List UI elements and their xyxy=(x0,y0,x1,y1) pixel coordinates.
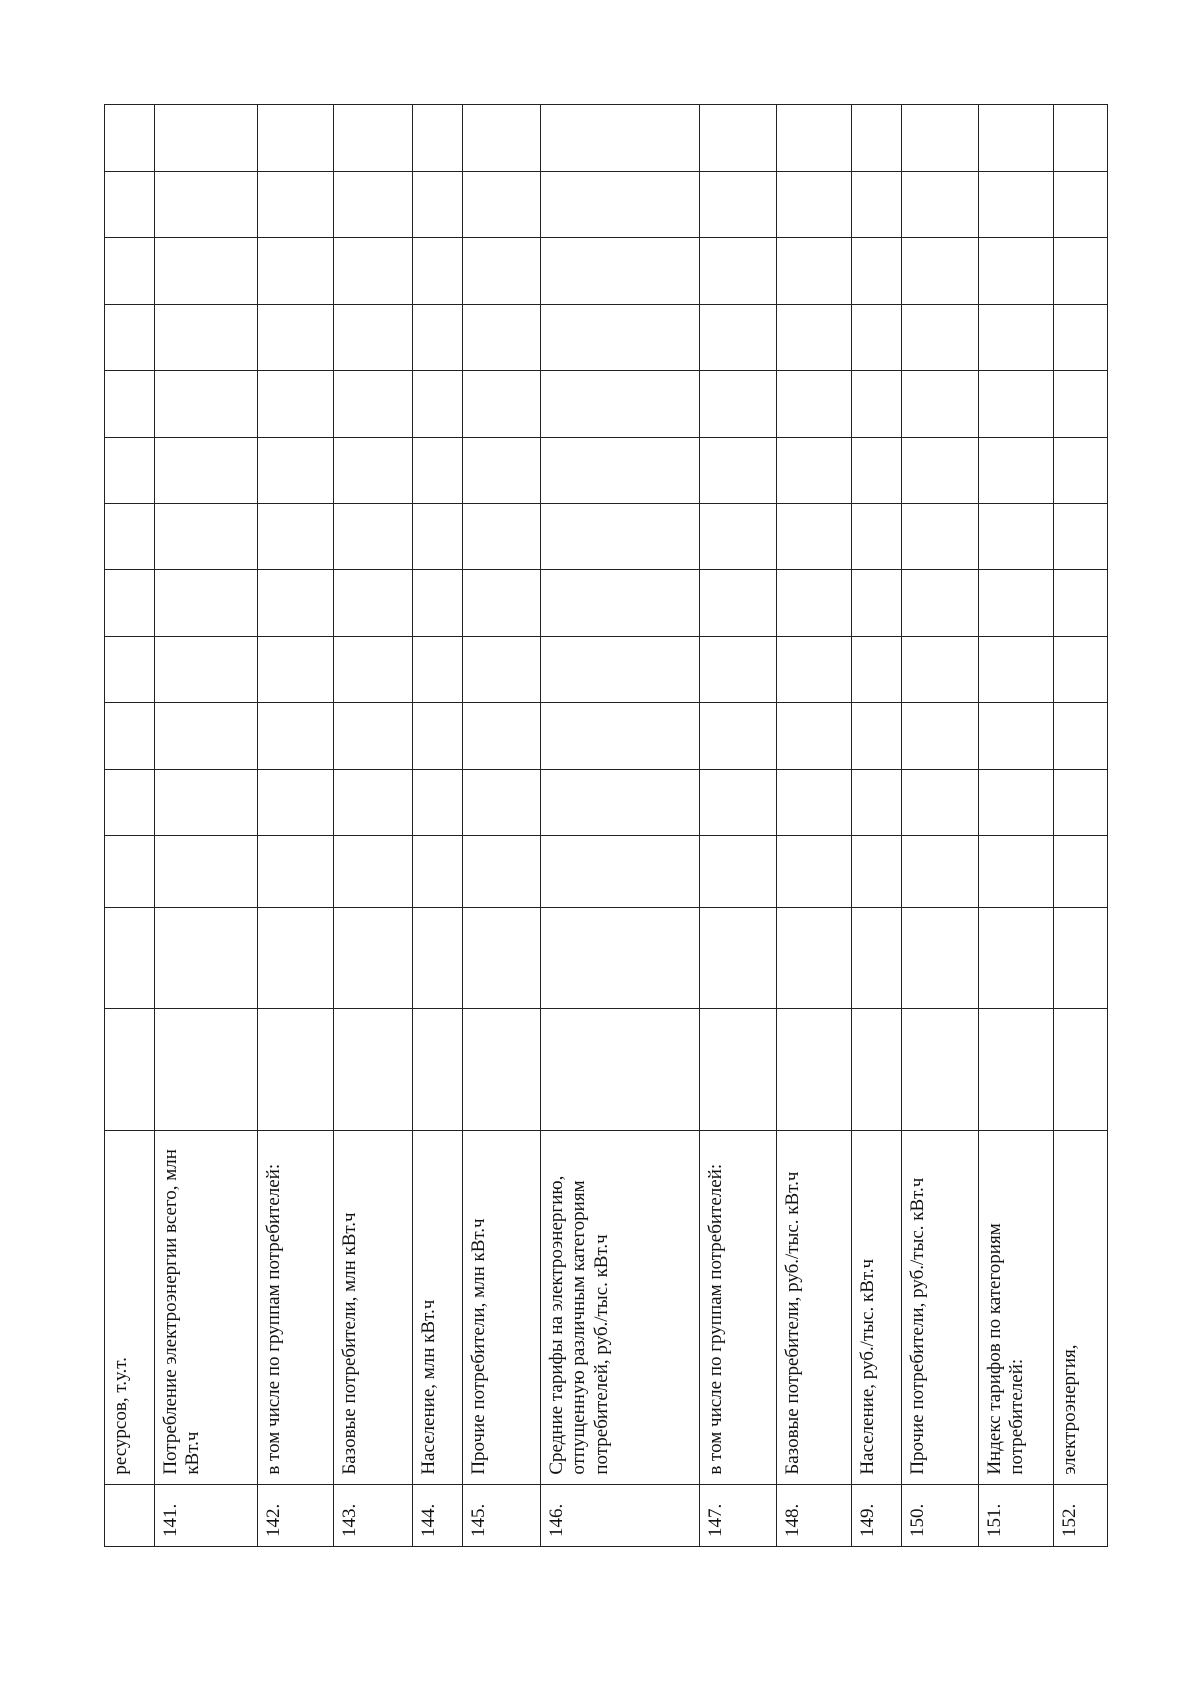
empty-cell xyxy=(463,371,540,437)
empty-cell xyxy=(851,636,902,702)
empty-cell xyxy=(154,437,257,503)
empty-cell xyxy=(1054,171,1108,237)
row-number: 147. xyxy=(700,1484,776,1546)
empty-cell xyxy=(412,908,463,1009)
table-row xyxy=(412,105,463,1547)
empty-cell xyxy=(851,504,902,570)
empty-cell xyxy=(851,371,902,437)
empty-cell xyxy=(902,636,978,702)
empty-cell xyxy=(154,636,257,702)
empty-cell xyxy=(412,371,463,437)
empty-cell xyxy=(776,504,851,570)
empty-cell xyxy=(700,105,776,172)
empty-cell xyxy=(776,238,851,304)
empty-cell xyxy=(463,1008,540,1131)
empty-cell xyxy=(1054,371,1108,437)
empty-cell xyxy=(334,636,413,702)
row-number xyxy=(105,1484,155,1546)
empty-cell xyxy=(700,769,776,835)
empty-cell xyxy=(105,371,155,437)
empty-cell xyxy=(334,504,413,570)
empty-cell xyxy=(412,238,463,304)
empty-cell xyxy=(412,105,463,172)
empty-cell xyxy=(154,570,257,636)
empty-cell xyxy=(851,836,902,908)
row-number: 151. xyxy=(978,1484,1053,1546)
empty-cell xyxy=(463,437,540,503)
empty-cell xyxy=(902,836,978,908)
row-label: Индекс тарифов по категориям потребителей: xyxy=(978,1131,1053,1484)
empty-cell xyxy=(700,636,776,702)
empty-cell xyxy=(851,304,902,370)
empty-cell xyxy=(105,836,155,908)
table-row xyxy=(1054,105,1108,1547)
empty-cell xyxy=(412,171,463,237)
row-label: Средние тарифы на электроэнергию, отпущенную различным категориям потребителей, руб./тыс. кВт.ч xyxy=(540,1131,699,1484)
empty-cell xyxy=(105,304,155,370)
empty-cell xyxy=(334,105,413,172)
empty-cell xyxy=(978,908,1053,1009)
empty-cell xyxy=(105,769,155,835)
empty-cell xyxy=(700,504,776,570)
empty-cell xyxy=(257,504,333,570)
empty-cell xyxy=(978,504,1053,570)
row-number: 148. xyxy=(776,1484,851,1546)
empty-cell xyxy=(334,703,413,769)
empty-cell xyxy=(154,371,257,437)
empty-cell xyxy=(700,304,776,370)
empty-cell xyxy=(154,908,257,1009)
table-row xyxy=(334,105,413,1547)
empty-cell xyxy=(257,703,333,769)
table-row xyxy=(902,105,978,1547)
empty-cell xyxy=(1054,1008,1108,1131)
empty-cell xyxy=(463,238,540,304)
empty-cell xyxy=(978,636,1053,702)
empty-cell xyxy=(776,304,851,370)
empty-cell xyxy=(105,570,155,636)
empty-cell xyxy=(105,238,155,304)
empty-cell xyxy=(334,836,413,908)
empty-cell xyxy=(154,238,257,304)
row-label: Базовые потребители, руб./тыс. кВт.ч xyxy=(776,1131,851,1484)
table-row xyxy=(776,105,851,1547)
empty-cell xyxy=(902,105,978,172)
empty-cell xyxy=(154,769,257,835)
empty-cell xyxy=(700,908,776,1009)
empty-cell xyxy=(902,1008,978,1131)
empty-cell xyxy=(463,636,540,702)
empty-cell xyxy=(978,171,1053,237)
empty-cell xyxy=(902,171,978,237)
empty-cell xyxy=(334,437,413,503)
table-row xyxy=(463,105,540,1547)
row-number: 152. xyxy=(1054,1484,1108,1546)
table-row xyxy=(154,105,257,1547)
empty-cell xyxy=(1054,437,1108,503)
row-number: 149. xyxy=(851,1484,902,1546)
empty-cell xyxy=(700,703,776,769)
empty-cell xyxy=(540,504,699,570)
empty-cell xyxy=(776,105,851,172)
empty-cell xyxy=(540,238,699,304)
empty-cell xyxy=(851,437,902,503)
empty-cell xyxy=(776,836,851,908)
empty-cell xyxy=(851,171,902,237)
row-number: 142. xyxy=(257,1484,333,1546)
empty-cell xyxy=(851,570,902,636)
empty-cell xyxy=(851,105,902,172)
empty-cell xyxy=(334,171,413,237)
row-label: Потребление электроэнергии всего, млн кВт.ч xyxy=(154,1131,257,1484)
empty-cell xyxy=(334,908,413,1009)
empty-cell xyxy=(1054,304,1108,370)
empty-cell xyxy=(540,371,699,437)
empty-cell xyxy=(257,171,333,237)
empty-cell xyxy=(700,836,776,908)
empty-cell xyxy=(540,769,699,835)
empty-cell xyxy=(776,371,851,437)
empty-cell xyxy=(257,304,333,370)
table-row xyxy=(700,105,776,1547)
row-label: электроэнергия, xyxy=(1054,1131,1108,1484)
empty-cell xyxy=(334,769,413,835)
empty-cell xyxy=(540,570,699,636)
empty-cell xyxy=(463,908,540,1009)
row-label: в том числе по группам потребителей: xyxy=(257,1131,333,1484)
empty-cell xyxy=(1054,105,1108,172)
table-row xyxy=(105,105,155,1547)
empty-cell xyxy=(902,570,978,636)
empty-cell xyxy=(334,1008,413,1131)
empty-cell xyxy=(978,1008,1053,1131)
empty-cell xyxy=(540,908,699,1009)
empty-cell xyxy=(412,504,463,570)
empty-cell xyxy=(105,636,155,702)
empty-cell xyxy=(1054,703,1108,769)
empty-cell xyxy=(776,570,851,636)
row-number: 146. xyxy=(540,1484,699,1546)
empty-cell xyxy=(902,908,978,1009)
empty-cell xyxy=(334,304,413,370)
row-label: Прочие потребители, руб./тыс. кВт.ч xyxy=(902,1131,978,1484)
empty-cell xyxy=(540,437,699,503)
empty-cell xyxy=(105,504,155,570)
empty-cell xyxy=(257,836,333,908)
empty-cell xyxy=(257,437,333,503)
empty-cell xyxy=(1054,769,1108,835)
row-number: 145. xyxy=(463,1484,540,1546)
empty-cell xyxy=(257,1008,333,1131)
empty-cell xyxy=(154,304,257,370)
empty-cell xyxy=(540,304,699,370)
empty-cell xyxy=(540,703,699,769)
empty-cell xyxy=(700,171,776,237)
empty-cell xyxy=(540,105,699,172)
empty-cell xyxy=(463,504,540,570)
empty-cell xyxy=(978,836,1053,908)
empty-cell xyxy=(154,1008,257,1131)
empty-cell xyxy=(700,1008,776,1131)
empty-cell xyxy=(700,371,776,437)
empty-cell xyxy=(154,105,257,172)
empty-cell xyxy=(412,304,463,370)
empty-cell xyxy=(412,636,463,702)
empty-cell xyxy=(257,769,333,835)
row-number: 143. xyxy=(334,1484,413,1546)
empty-cell xyxy=(1054,238,1108,304)
empty-cell xyxy=(257,636,333,702)
empty-cell xyxy=(257,371,333,437)
empty-cell xyxy=(412,570,463,636)
row-number: 144. xyxy=(412,1484,463,1546)
empty-cell xyxy=(978,105,1053,172)
empty-cell xyxy=(1054,636,1108,702)
row-label: ресурсов, т.у.т. xyxy=(105,1131,155,1484)
empty-cell xyxy=(851,908,902,1009)
table-row xyxy=(540,105,699,1547)
empty-cell xyxy=(540,1008,699,1131)
empty-cell xyxy=(463,703,540,769)
empty-cell xyxy=(902,703,978,769)
row-label: Прочие потребители, млн кВт.ч xyxy=(463,1131,540,1484)
table-row xyxy=(851,105,902,1547)
empty-cell xyxy=(776,171,851,237)
empty-cell xyxy=(257,105,333,172)
table-row xyxy=(978,105,1053,1547)
empty-cell xyxy=(412,703,463,769)
row-number: 150. xyxy=(902,1484,978,1546)
empty-cell xyxy=(105,437,155,503)
empty-cell xyxy=(334,570,413,636)
empty-cell xyxy=(463,304,540,370)
empty-cell xyxy=(412,1008,463,1131)
empty-cell xyxy=(154,504,257,570)
row-label: Население, млн кВт.ч xyxy=(412,1131,463,1484)
empty-cell xyxy=(1054,570,1108,636)
empty-cell xyxy=(776,1008,851,1131)
row-label: в том числе по группам потребителей: xyxy=(700,1131,776,1484)
data-table xyxy=(104,104,1108,1547)
empty-cell xyxy=(851,703,902,769)
empty-cell xyxy=(902,304,978,370)
empty-cell xyxy=(1054,908,1108,1009)
empty-cell xyxy=(105,1008,155,1131)
empty-cell xyxy=(776,636,851,702)
empty-cell xyxy=(851,1008,902,1131)
empty-cell xyxy=(105,908,155,1009)
empty-cell xyxy=(463,769,540,835)
empty-cell xyxy=(105,105,155,172)
empty-cell xyxy=(540,836,699,908)
empty-cell xyxy=(154,171,257,237)
empty-cell xyxy=(902,437,978,503)
empty-cell xyxy=(978,703,1053,769)
empty-cell xyxy=(978,570,1053,636)
row-number: 141. xyxy=(154,1484,257,1546)
empty-cell xyxy=(978,769,1053,835)
empty-cell xyxy=(257,238,333,304)
empty-cell xyxy=(978,238,1053,304)
empty-cell xyxy=(902,238,978,304)
row-label: Базовые потребители, млн кВт.ч xyxy=(334,1131,413,1484)
empty-cell xyxy=(334,371,413,437)
empty-cell xyxy=(105,171,155,237)
empty-cell xyxy=(540,636,699,702)
table-row xyxy=(257,105,333,1547)
empty-cell xyxy=(463,105,540,172)
empty-cell xyxy=(700,570,776,636)
empty-cell xyxy=(902,504,978,570)
empty-cell xyxy=(105,703,155,769)
empty-cell xyxy=(776,703,851,769)
empty-cell xyxy=(902,769,978,835)
empty-cell xyxy=(700,238,776,304)
empty-cell xyxy=(334,238,413,304)
empty-cell xyxy=(851,238,902,304)
empty-cell xyxy=(154,836,257,908)
empty-cell xyxy=(851,769,902,835)
empty-cell xyxy=(978,437,1053,503)
empty-cell xyxy=(902,371,978,437)
empty-cell xyxy=(776,437,851,503)
empty-cell xyxy=(257,570,333,636)
empty-cell xyxy=(463,836,540,908)
empty-cell xyxy=(1054,836,1108,908)
empty-cell xyxy=(154,703,257,769)
empty-cell xyxy=(700,437,776,503)
empty-cell xyxy=(540,171,699,237)
empty-cell xyxy=(412,836,463,908)
empty-cell xyxy=(412,437,463,503)
empty-cell xyxy=(776,769,851,835)
empty-cell xyxy=(1054,504,1108,570)
empty-cell xyxy=(978,304,1053,370)
empty-cell xyxy=(412,769,463,835)
empty-cell xyxy=(978,371,1053,437)
empty-cell xyxy=(776,908,851,1009)
row-label: Население, руб./тыс. кВт.ч xyxy=(851,1131,902,1484)
empty-cell xyxy=(257,908,333,1009)
empty-cell xyxy=(463,570,540,636)
empty-cell xyxy=(463,171,540,237)
